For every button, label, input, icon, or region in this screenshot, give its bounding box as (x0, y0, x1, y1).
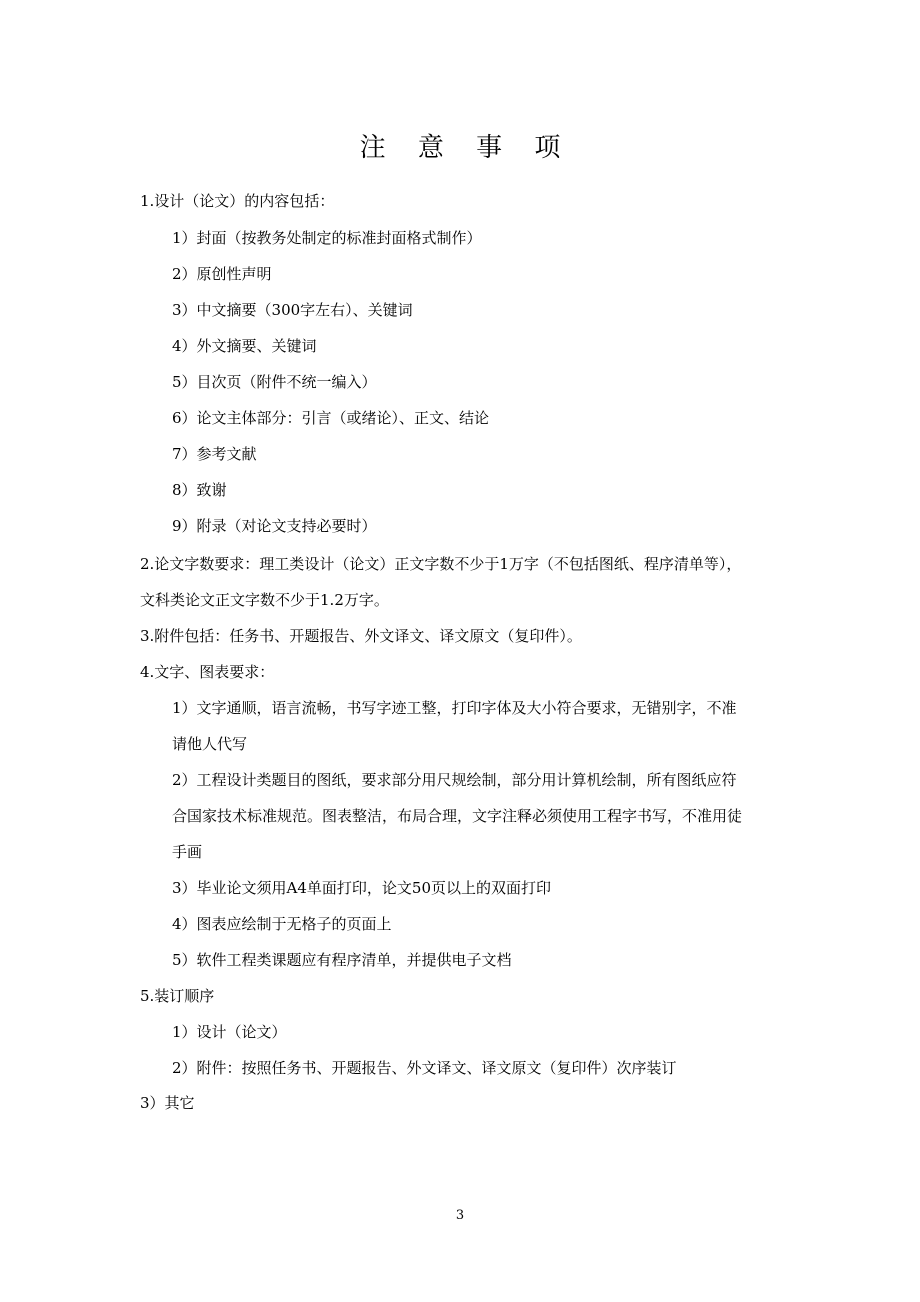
list-item: 2）附件：按照任务书、开题报告、外文译文、译文原文（复印件）次序装订 (172, 1059, 677, 1077)
list-item: 5）目次页（附件不统一编入） (172, 373, 377, 391)
list-item: 1）设计（论文） (172, 1023, 287, 1041)
list-item: 3）中文摘要（300字左右）、关键词 (172, 301, 413, 319)
list-item: 2）工程设计类题目的图纸，要求部分用尺规绘制，部分用计算机绘制，所有图纸应符 (172, 771, 737, 789)
section-heading: 3.附件包括：任务书、开题报告、外文译文、译文原文（复印件）。 (140, 627, 582, 645)
section-heading: 1.设计（论文）的内容包括： (140, 192, 335, 210)
list-item: 2）原创性声明 (172, 265, 272, 283)
paragraph-line: 合国家技术标准规范。图表整洁，布局合理，文字注释必须使用工程字书写，不准用徒 (172, 807, 743, 825)
page-title: 注 意 事 项 (359, 133, 573, 163)
list-item: 4）图表应绘制于无格子的页面上 (172, 915, 392, 933)
paragraph-line: 手画 (172, 843, 203, 861)
list-item: 5）软件工程类课题应有程序清单，并提供电子文档 (172, 951, 512, 969)
section-heading: 5.装订顺序 (140, 987, 215, 1005)
list-item: 3）其它 (140, 1094, 195, 1112)
list-item: 1）文字通顺，语言流畅，书写字迹工整，打印字体及大小符合要求，无错别字，不准 (172, 699, 737, 717)
section-heading: 2.论文字数要求：理工类设计（论文）正文字数不少于1万字（不包括图纸、程序清单等）， (140, 555, 742, 573)
paragraph-line: 请他人代写 (172, 735, 248, 753)
list-item: 6）论文主体部分：引言（或绪论）、正文、结论 (172, 409, 490, 427)
list-item: 9）附录（对论文支持必要时） (172, 517, 377, 535)
page-number: 3 (455, 1208, 465, 1223)
section-heading: 4.文字、图表要求： (140, 663, 275, 681)
list-item: 8）致谢 (172, 481, 227, 499)
list-item: 3）毕业论文须用A4单面打印，论文50页以上的双面打印 (172, 879, 552, 897)
list-item: 4）外文摘要、关键词 (172, 337, 317, 355)
list-item: 1）封面（按教务处制定的标准封面格式制作） (172, 229, 482, 247)
list-item: 7）参考文献 (172, 445, 257, 463)
paragraph-line: 文科类论文正文字数不少于1.2万字。 (140, 591, 389, 609)
